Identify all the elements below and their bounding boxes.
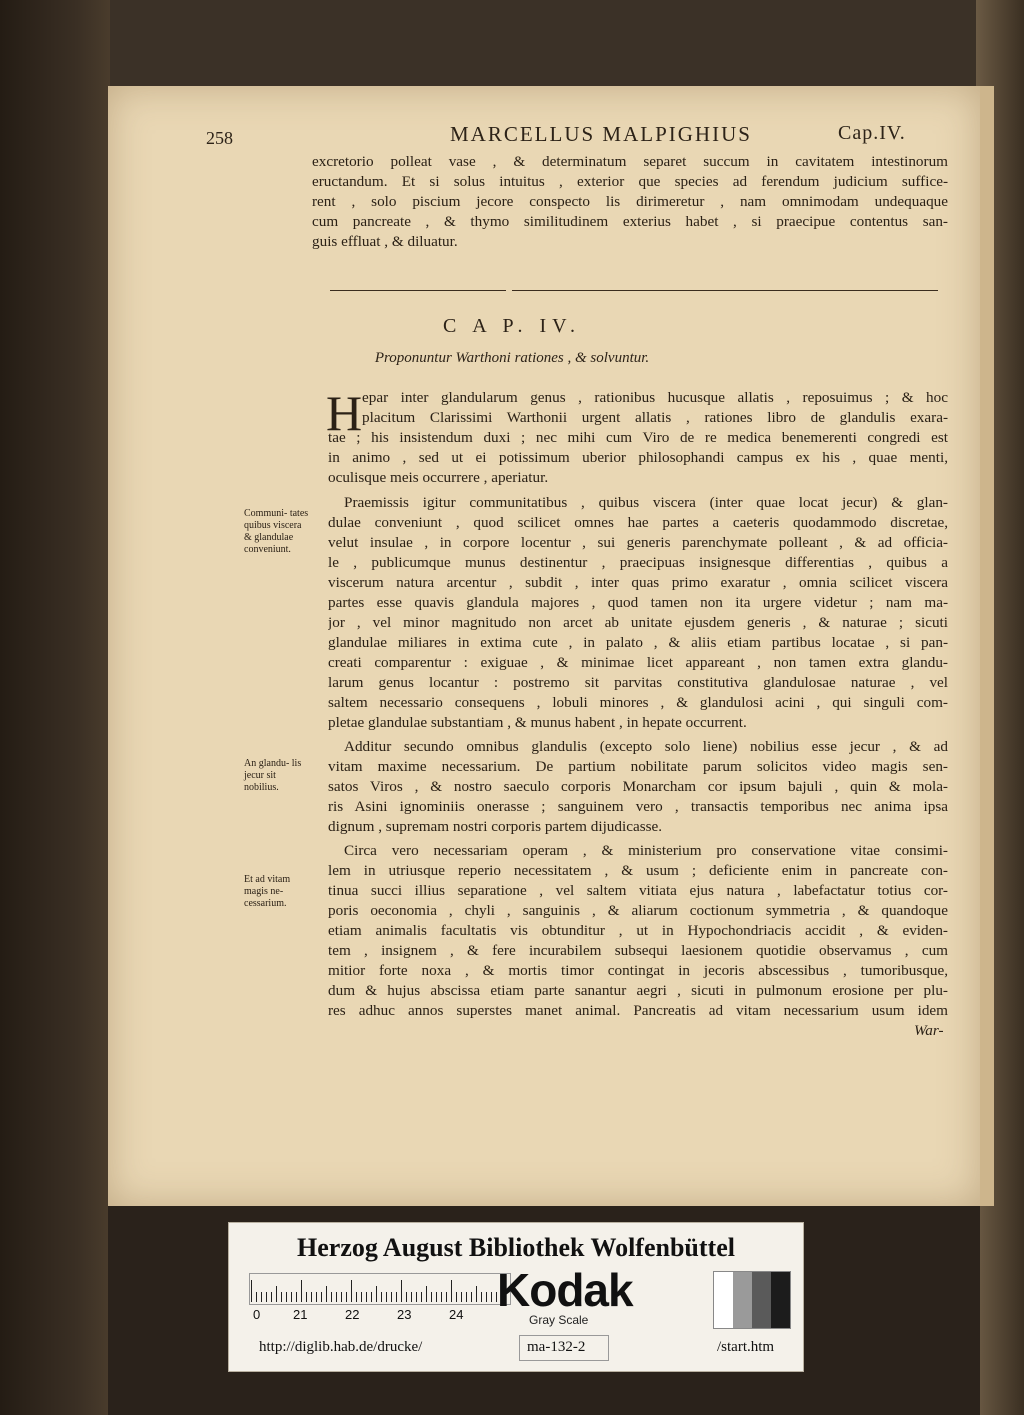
ruler-tick — [491, 1292, 492, 1302]
ruler-tick — [256, 1292, 257, 1302]
ruler-tick — [486, 1292, 487, 1302]
ruler-number: 24 — [449, 1307, 464, 1322]
text-line: le , publicumque munus destinentur , praecipuas insignesque differentias , quibus a — [328, 554, 948, 571]
text-line: Circa vero necessariam operam , & ministerium pro conservatione vitae consimi- — [344, 842, 948, 859]
text-line: lem in utriusque reperio necessitatem , & usum ; deficiente enim in pancreate con- — [328, 862, 948, 879]
text-line: res adhuc annos superstes manet animal. Pancreatis ad vitam necessarium usum idem — [328, 1002, 948, 1019]
ruler-tick — [451, 1280, 452, 1302]
ruler-tick — [331, 1292, 332, 1302]
ruler-tick — [351, 1280, 352, 1302]
ruler-tick — [446, 1292, 447, 1302]
catchword: War- — [914, 1022, 944, 1039]
swatch-black — [771, 1272, 790, 1328]
ruler-tick — [436, 1292, 437, 1302]
divider-rule — [330, 290, 506, 291]
ruler-tick — [421, 1292, 422, 1302]
text-line: tem , insignem , & fere incurabilem subsequi laesionem quotidie observamus , cum — [328, 942, 948, 959]
text-line: satos Viros , & nostro saeculo corporis Monarcham cor ipsum bajuli , quin & mola- — [328, 778, 948, 795]
text-line: epar inter glandularum genus , rationibus hucusque allatis , reposuimus ; & hoc — [362, 389, 948, 406]
text-line: tinua succi illius separatione , vel saltem vitiata ejus natura , labefactatur totius cor- — [328, 882, 948, 899]
chapter-reference: Cap.IV. — [838, 122, 906, 144]
ruler-tick — [301, 1280, 302, 1302]
swatch-dark-gray — [752, 1272, 771, 1328]
ruler-tick — [346, 1292, 347, 1302]
ruler-tick — [251, 1280, 252, 1302]
drop-cap: H — [326, 385, 363, 441]
ruler-tick — [271, 1292, 272, 1302]
margin-note: Et ad vitam magis ne- cessarium. — [244, 874, 291, 909]
text-line: Additur secundo omnibus glandulis (excepto solo liene) nobilius esse jecur , & ad — [344, 738, 948, 755]
page-edge — [980, 86, 994, 1206]
text-line: dignum , supremam nostri corporis partem dijudicasse. — [328, 818, 663, 835]
text-line: vitam maxime necessarium. De partium nobilitate parum solicitos video magis sen- — [328, 758, 948, 775]
text-line: cum pancreate , & thymo similitudinem exterius habet , si praecipue contentus san- — [312, 213, 948, 230]
text-line: in animo , sed ut ei potissimum uberior philosophandi campus ex his , quae menti, — [328, 449, 948, 466]
ruler-tick — [321, 1292, 322, 1302]
text-line: oculisque meis occurrere , aperiatur. — [328, 469, 549, 486]
ruler-tick — [376, 1286, 377, 1302]
scan-background-left — [0, 0, 110, 1415]
shelfmark: ma-132-2 — [527, 1339, 586, 1355]
ruler-tick — [291, 1292, 292, 1302]
text-line: tae ; his insistendum duxi ; nec mihi cum Viro de re medica benemerenti congredi est — [328, 429, 948, 446]
ruler-tick — [306, 1292, 307, 1302]
ruler-tick — [281, 1292, 282, 1302]
divider-rule — [512, 290, 938, 291]
margin-note: Communi- tates quibus viscera & glandulae conveniunt. — [244, 508, 309, 555]
gray-swatches — [713, 1271, 791, 1329]
text-line: glandulae miliares in extima cute , in palato , & aliis etiam partibus locatae , si pan- — [328, 634, 948, 651]
ruler-tick — [456, 1292, 457, 1302]
text-line: poris oeconomia , chyli , sanguinis , & aliarum coctionum symmetria , & quandoque — [328, 902, 948, 919]
text-line: excretorio polleat vase , & determinatum separet succum in cavitatem intestinorum — [312, 153, 948, 170]
ruler-tick — [471, 1292, 472, 1302]
text-line: dulae conveniunt , quod scilicet omnes hae partes a caeteris quodammodo discretae, — [328, 514, 948, 531]
ruler-tick — [441, 1292, 442, 1302]
start-text: /start.htm — [717, 1339, 775, 1355]
ruler-tick — [406, 1292, 407, 1302]
ruler-numbers — [249, 1307, 509, 1323]
ruler-tick — [361, 1292, 362, 1302]
ruler-tick — [386, 1292, 387, 1302]
text-line: ris Asini ignominiis onerasse ; sanguinem vero , transactis temporibus nec anima ipsa — [328, 798, 948, 815]
swatch-white — [714, 1272, 733, 1328]
text-line: jor , vel minor magnitudo non arcet ab unitate ejusdem generis , & naturae ; sicuti — [328, 614, 948, 631]
text-line: guis effluat , & diluatur. — [312, 233, 458, 250]
chapter-title: C A P. IV. — [442, 315, 581, 337]
ruler-tick — [391, 1292, 392, 1302]
ruler-tick — [286, 1292, 287, 1302]
text-line: dum & hujus abscissa etiam parte sanantur aegri , sicuti in pulmonum erosione per plu- — [328, 982, 948, 999]
ruler-tick — [371, 1292, 372, 1302]
ruler-tick — [296, 1292, 297, 1302]
page-header — [206, 122, 966, 152]
ruler-number: 22 — [345, 1307, 360, 1322]
text-line: Praemissis igitur communitatibus , quibus viscera (inter quae locat jecur) & glan- — [344, 494, 948, 511]
ruler-tick — [326, 1286, 327, 1302]
ruler-tick — [366, 1292, 367, 1302]
ruler-tick — [461, 1292, 462, 1302]
text-line: viscerum natura arcentur , subdit , inter quas primo exaratur , omnia scilicet viscera — [328, 574, 948, 591]
ruler-tick — [416, 1292, 417, 1302]
text-line: placitum Clarissimi Warthonii urgent allatis , rationes libro de glandulis exara- — [362, 409, 948, 426]
text-line: partes esse quavis glandula majores , quod tamen non ita urgere videtur ; nam ma- — [328, 594, 948, 611]
text-line: saltem necessario consequens , lobuli minores , & glandulosi acini , qui singuli com- — [328, 694, 948, 711]
ruler-number: 23 — [397, 1307, 412, 1322]
chapter-subtitle: Proponuntur Warthoni rationes , & solvuntur. — [374, 350, 650, 366]
library-title: Herzog August Bibliothek Wolfenbüttel — [297, 1233, 735, 1262]
swatch-light-gray — [733, 1272, 752, 1328]
ruler-tick — [266, 1292, 267, 1302]
margin-note: An glandu- lis jecur sit nobilius. — [244, 758, 302, 793]
ruler-tick — [401, 1280, 402, 1302]
ruler-tick — [396, 1292, 397, 1302]
ruler-tick — [431, 1292, 432, 1302]
ruler-tick — [336, 1292, 337, 1302]
ruler-tick — [261, 1292, 262, 1302]
text-line: rent , solo piscium jecore conspecto lis dirimeretur , nam omnimodam undequaque — [312, 193, 948, 210]
ruler-tick — [481, 1292, 482, 1302]
ruler-tick — [316, 1292, 317, 1302]
ruler-tick — [341, 1292, 342, 1302]
ruler-tick — [356, 1292, 357, 1302]
ruler-tick — [426, 1286, 427, 1302]
text-line: etiam animalis facultatis vis obtunditur , ut in Hypochondriacis accidit , & eviden- — [328, 922, 948, 939]
url-text: http://diglib.hab.de/drucke/ — [259, 1339, 423, 1355]
ruler-tick — [311, 1292, 312, 1302]
ruler-number: 21 — [293, 1307, 308, 1322]
kodak-target-card — [228, 1222, 804, 1372]
ruler-tick — [381, 1292, 382, 1302]
kodak-logo: Kodak — [497, 1264, 633, 1316]
text-line: larum genus locantur : postremo sit parvitas constitutiva glandulosae naturae , vel — [328, 674, 948, 691]
text-line: velut insulae , in corpore locentur , sui generis parenchymate polleant , & ad officia- — [328, 534, 948, 551]
text-line: mitior forte noxa , & mortis timor contingat in jecoris abscessibus , tumoribusque, — [328, 962, 948, 979]
text-line: eructandum. Et si solus intuitus , exterior que species ad ferendum judicium suffice- — [312, 173, 948, 190]
text-line: pletae glandulae substantiam , & munus habent , in hepate occurrent. — [328, 714, 747, 731]
page-number: 258 — [206, 128, 233, 148]
ruler-tick — [466, 1292, 467, 1302]
ruler-tick — [476, 1286, 477, 1302]
ruler-tick — [276, 1286, 277, 1302]
ruler-number: 0 — [253, 1307, 261, 1322]
ruler-tick — [411, 1292, 412, 1302]
running-title: MARCELLUS MALPIGHIUS — [450, 122, 752, 146]
gray-scale-label: Gray Scale — [529, 1313, 589, 1327]
text-line: creati comparentur : exiguae , & minimae licet appareant , non tamen extra glandu- — [328, 654, 948, 671]
